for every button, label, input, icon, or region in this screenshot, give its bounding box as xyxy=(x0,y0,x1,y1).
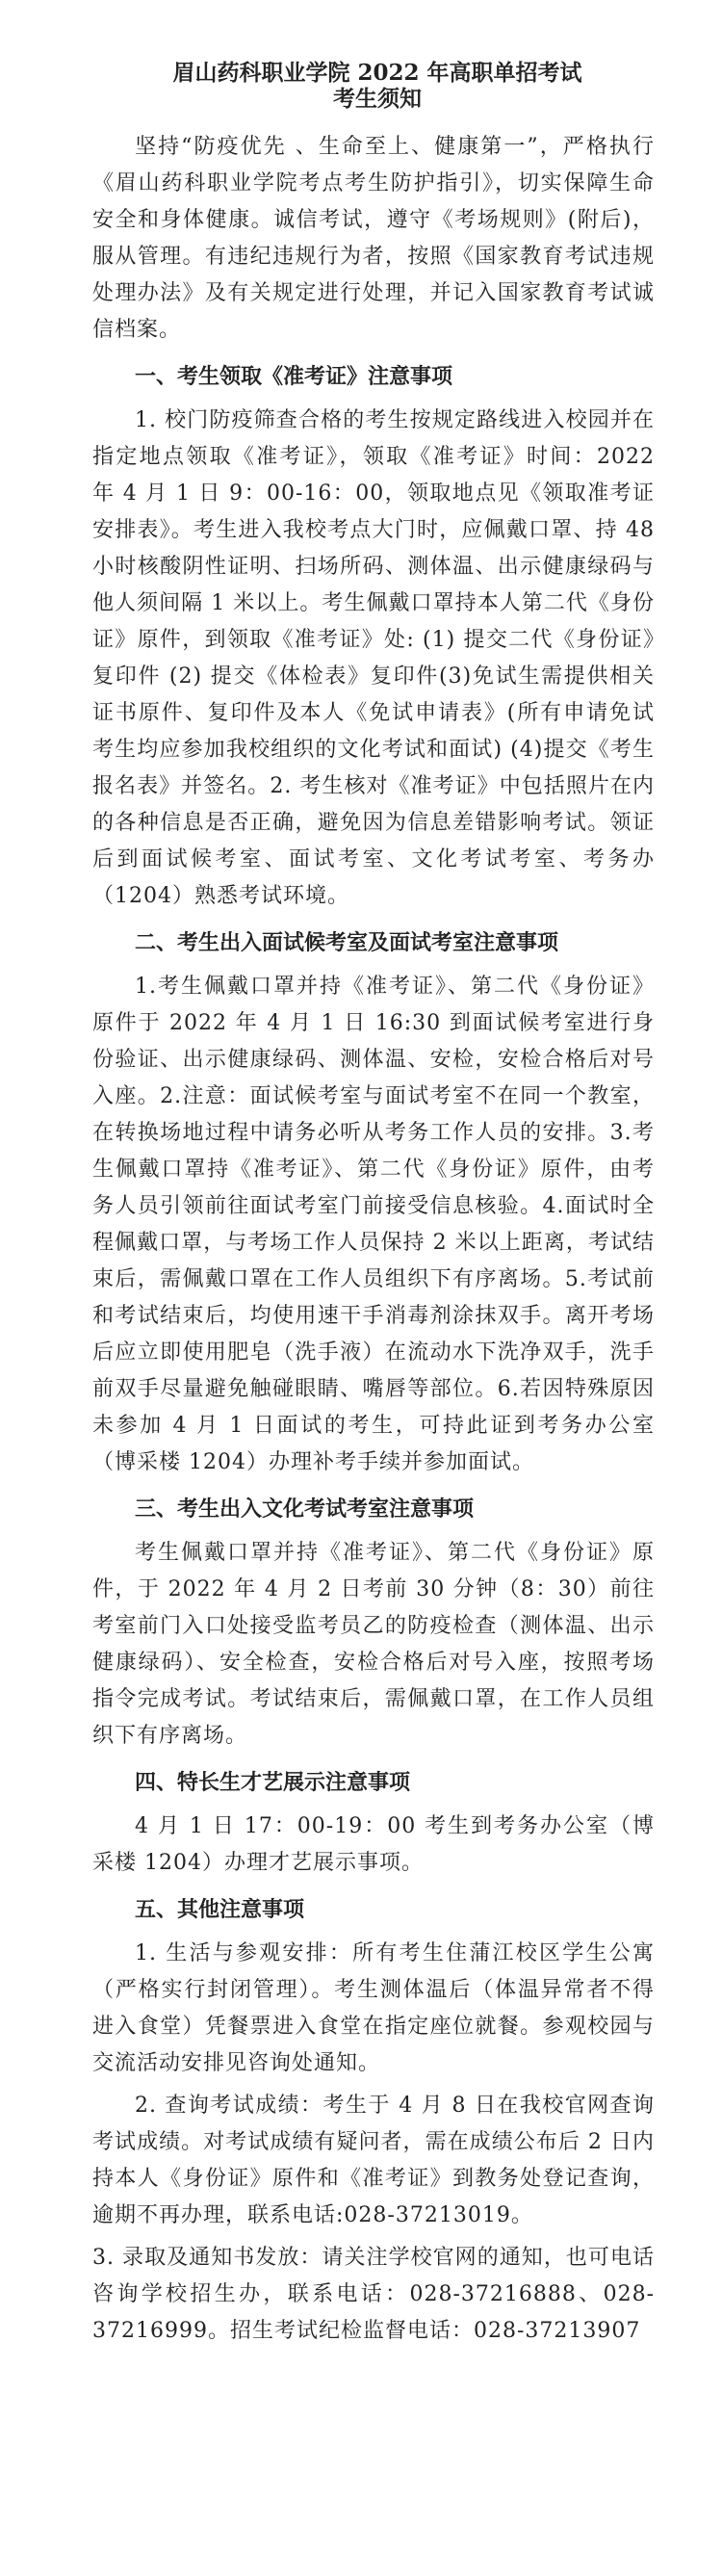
section-1 xyxy=(92,358,655,915)
section-3-heading: 三、考生出入文化考试考室注意事项 xyxy=(135,1497,475,1522)
section-2-heading: 二、考生出入面试候考室及面试考室注意事项 xyxy=(135,931,559,955)
title-line-1: 眉山药科职业学院 2022 年高职单招考试 xyxy=(172,60,582,86)
section-5-paragraph-1: 1. 生活与参观安排：所有考生住蒲江校区学生公寓（严格实行封闭管理）。考生测体温后（体温异常者不得进入食堂）凭餐票进入食堂在指定座位就餐。参观校园与交流活动安排见咨询处通知。 xyxy=(92,1941,655,2075)
section-2-paragraph: 1.考生佩戴口罩并持《准考证》、第二代《身份证》原件于 2022 年 4 月 1 日 16:30 到面试候考室进行身份验证、出示健康绿码、测体温、安检，安检合格后对号入座。2.注意：面试候考室与面试考室不在同一个教室，在转换场地过程中请务必听从考务工作人员的安排。3.考生佩戴口罩持《准考证》、第二代《身份证》原件，由考务人员引领前往面试考室门前接受信息核验。4.面试时全程佩戴口罩，与考场工作人员保持 2 米以上距离，考试结束后，需佩戴口罩在工作人员组织下有序离场。5.考试前和考试结束后，均使用速干手消毒剂涂抹双手。离开考场后应立即使用肥皂（洗手液）在流动水下洗净双手，洗手前双手尽量避免触碰眼睛、嘴唇等部位。6.若因特殊原因未参加 4 月 1 日面试的考生，可持此证到考务办公室（博采楼 1204）办理补考手续并参加面试。 xyxy=(92,975,655,1474)
document-title xyxy=(92,60,655,112)
intro-paragraph: 坚持“防疫优先 、生命至上、健康第一”，严格执行《眉山药科职业学院考点考生防护指引》，切实保障生命安全和身体健康。诚信考试，遵守《考场规则》(附后)，服从管理。有违纪违规行为者，按照《国家教育考试违规处理办法》及有关规定进行处理，并记入国家教育考试诚信档案。 xyxy=(92,135,655,342)
section-3-paragraph: 考生佩戴口罩并持《准考证》、第二代《身份证》原件，于 2022 年 4 月 2 日考前 30 分钟（8：30）前往考室前门入口处接受监考员乙的防疫检查（测体温、出示健康绿码）、安全检查，安检合格后对号入座，按照考场指令完成考试。考试结束后，需佩戴口罩，在工作人员组织下有序离场。 xyxy=(92,1541,655,1748)
section-5 xyxy=(92,1891,655,2350)
section-5-heading: 五、其他注意事项 xyxy=(135,1898,305,1922)
closing-paragraph: 3. 录取及通知书发放：请关注学校官网的通知，也可电话咨询学校招生办，联系电话：028-37216888、028-37216999。招生考试纪检监督电话：028-37213907 xyxy=(92,2246,655,2343)
section-5-paragraph-2: 2. 查询考试成绩：考生于 4 月 8 日在我校官网查询考试成绩。对考试成绩有疑问者，需在成绩公布后 2 日内持本人《身份证》原件和《准考证》到教务处登记查询，逾期不再办理，联系电话:028-37213019。 xyxy=(92,2094,655,2227)
section-3 xyxy=(92,1491,655,1755)
title-line-2: 考生须知 xyxy=(333,86,422,112)
section-2 xyxy=(92,924,655,1481)
section-4-heading: 四、特长生才艺展示注意事项 xyxy=(135,1771,411,1795)
section-1-heading: 一、考生领取《准考证》注意事项 xyxy=(135,365,453,389)
section-4-paragraph: 4 月 1 日 17：00-19：00 考生到考务办公室（博采楼 1204）办理才艺展示事项。 xyxy=(92,1814,655,1875)
section-4 xyxy=(92,1764,655,1882)
section-1-paragraph: 1. 校门防疫筛查合格的考生按规定路线进入校园并在指定地点领取《准考证》，领取《准考证》时间：2022 年 4 月 1 日 9：00-16：00，领取地点见《领取准考证安排表》。考生进入我校考点大门时，应佩戴口罩、持 48 小时核酸阴性证明、扫场所码、测体温、出示健康绿码与他人须间隔 1 米以上。考生佩戴口罩持本人第二代《身份证》原件，到领取《准考证》处: (1) 提交二代《身份证》复印件 (2) 提交《体检表》复印件(3)免试生需提供相关证书原件、复印件及本人《免试申请表》(所有申请免试考生均应参加我校组织的文化考试和面试) (4)提交《考生报名表》并签名。2. 考生核对《准考证》中包括照片在内的各种信息是否正确，避免因为信息差错影响考试。领证后到面试候考室、面试考室、文化考试考室、考务办（1204）熟悉考试环境。 xyxy=(92,408,655,908)
